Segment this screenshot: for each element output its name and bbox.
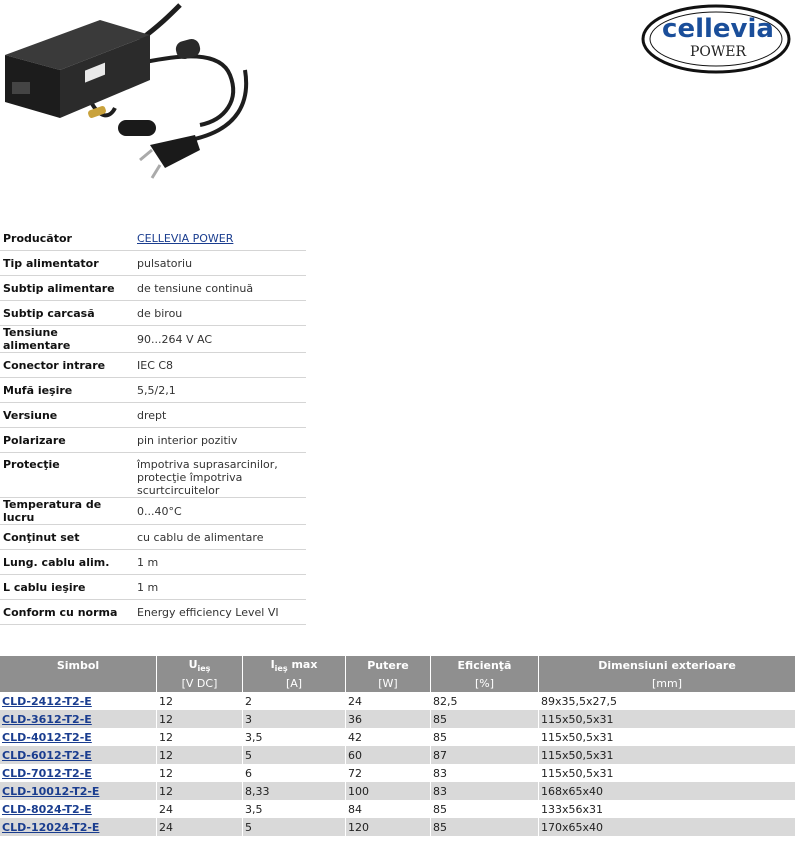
- spec-row: [0, 353, 306, 378]
- model-value-cell: 85: [431, 818, 539, 836]
- spec-value-text: 0...40°C: [137, 504, 182, 518]
- header-current: $I_{ieş}$ max: [243, 656, 346, 675]
- spec-key: Lung. cablu alim.: [0, 550, 131, 575]
- models-units-row: [0, 675, 796, 692]
- spec-key: Tip alimentator: [0, 251, 131, 276]
- model-row: [0, 764, 796, 782]
- product-image: [0, 0, 260, 190]
- spec-key: Conţinut set: [0, 525, 131, 550]
- spec-value-text: protecţie împotriva scurtcircuitelor: [137, 471, 243, 497]
- spec-value: [131, 326, 306, 353]
- model-value-cell: 12: [157, 764, 243, 782]
- spec-value-text: 90...264 V AC: [137, 332, 213, 346]
- model-value-cell: 42: [346, 728, 431, 746]
- models-header-row: [0, 656, 796, 675]
- model-value-cell: 170x65x40: [539, 818, 796, 836]
- header-symbol: Simbol: [0, 656, 157, 675]
- model-value-cell: 115x50,5x31: [539, 746, 796, 764]
- model-link[interactable]: CLD-12024-T2-E: [2, 820, 100, 834]
- spec-key: Mufă ieşire: [0, 378, 131, 403]
- model-link[interactable]: CLD-8024-T2-E: [2, 802, 92, 816]
- spec-value-text: 5,5/2,1: [137, 383, 176, 397]
- model-value-cell: 5: [243, 818, 346, 836]
- spec-row: [0, 428, 306, 453]
- specifications-table: [0, 226, 306, 625]
- header-dimensions: Dimensiuni exterioare: [539, 656, 796, 675]
- spec-value: [131, 428, 306, 453]
- spec-row: [0, 251, 306, 276]
- spec-key: Subtip alimentare: [0, 276, 131, 301]
- model-value-cell: 24: [157, 800, 243, 818]
- spec-value: [131, 575, 306, 600]
- model-link[interactable]: CLD-2412-T2-E: [2, 694, 92, 708]
- model-link[interactable]: CLD-3612-T2-E: [2, 712, 92, 726]
- spec-key: Tensiune alimentare: [0, 326, 131, 353]
- unit-cell: [W]: [346, 675, 431, 692]
- model-value-cell: 60: [346, 746, 431, 764]
- unit-cell: [A]: [243, 675, 346, 692]
- model-value-cell: 3: [243, 710, 346, 728]
- spec-value: [131, 251, 306, 276]
- model-row: [0, 782, 796, 800]
- model-value-cell: 3,5: [243, 728, 346, 746]
- svg-text:cellevia: cellevia: [662, 14, 774, 44]
- unit-cell: [%]: [431, 675, 539, 692]
- spec-row: [0, 453, 306, 498]
- model-value-cell: 82,5: [431, 692, 539, 710]
- spec-value[interactable]: [131, 226, 306, 251]
- spec-key: Conform cu norma: [0, 600, 131, 625]
- spec-value-text: pulsatoriu: [137, 256, 193, 270]
- model-value-cell: 100: [346, 782, 431, 800]
- spec-row: [0, 550, 306, 575]
- model-value-cell: 83: [431, 782, 539, 800]
- spec-row: [0, 575, 306, 600]
- spec-key: Producător: [0, 226, 131, 251]
- model-value-cell: 85: [431, 800, 539, 818]
- spec-key: Conector intrare: [0, 353, 131, 378]
- spec-value-text: drept: [137, 408, 167, 422]
- model-row: [0, 692, 796, 710]
- model-value-cell: 5: [243, 746, 346, 764]
- model-row: [0, 746, 796, 764]
- model-value-cell: 72: [346, 764, 431, 782]
- spec-value: [131, 353, 306, 378]
- spec-key: Subtip carcasă: [0, 301, 131, 326]
- spec-value: [131, 525, 306, 550]
- model-value-cell: 12: [157, 746, 243, 764]
- model-value-cell: 24: [157, 818, 243, 836]
- model-value-cell: 89x35,5x27,5: [539, 692, 796, 710]
- spec-row: [0, 600, 306, 625]
- model-value-cell: 24: [346, 692, 431, 710]
- spec-value: [131, 301, 306, 326]
- spec-key: Temperatura de lucru: [0, 498, 131, 525]
- spec-row: [0, 301, 306, 326]
- model-link[interactable]: CLD-7012-T2-E: [2, 766, 92, 780]
- spec-value-text: pin interior pozitiv: [137, 433, 238, 447]
- model-symbol-cell[interactable]: [0, 710, 157, 728]
- unit-cell: [0, 675, 157, 692]
- svg-text:POWER: POWER: [689, 44, 747, 60]
- model-link[interactable]: CLD-6012-T2-E: [2, 748, 92, 762]
- model-value-cell: 85: [431, 710, 539, 728]
- model-symbol-cell[interactable]: [0, 728, 157, 746]
- model-row: [0, 800, 796, 818]
- spec-value-text: de birou: [137, 306, 183, 320]
- spec-key: Versiune: [0, 403, 131, 428]
- spec-value-text: de tensiune continuă: [137, 281, 254, 295]
- model-link[interactable]: CLD-10012-T2-E: [2, 784, 100, 798]
- model-value-cell: 87: [431, 746, 539, 764]
- spec-value: [131, 378, 306, 403]
- spec-value: [131, 276, 306, 301]
- spec-value: [131, 600, 306, 625]
- models-table: [0, 656, 796, 836]
- cellevia-logo: [640, 3, 792, 75]
- spec-row: [0, 226, 306, 251]
- spec-row: [0, 498, 306, 525]
- model-value-cell: 12: [157, 728, 243, 746]
- header-efficiency: Eficienţă: [431, 656, 539, 675]
- spec-row: [0, 276, 306, 301]
- model-symbol-cell[interactable]: [0, 764, 157, 782]
- spec-row: [0, 378, 306, 403]
- header-voltage: $U_{ieş}$: [157, 656, 243, 675]
- model-value-cell: 6: [243, 764, 346, 782]
- model-symbol-cell[interactable]: [0, 746, 157, 764]
- spec-value-text: cu cablu de alimentare: [137, 530, 264, 544]
- spec-key: Protecţie: [0, 453, 131, 498]
- spec-value: [131, 498, 306, 525]
- spec-value: [131, 453, 306, 498]
- model-row: [0, 728, 796, 746]
- model-value-cell: 85: [431, 728, 539, 746]
- model-value-cell: 12: [157, 710, 243, 728]
- spec-key: Polarizare: [0, 428, 131, 453]
- model-symbol-cell[interactable]: [0, 692, 157, 710]
- spec-row: [0, 525, 306, 550]
- model-value-cell: 115x50,5x31: [539, 728, 796, 746]
- spec-value: [131, 403, 306, 428]
- model-value-cell: 8,33: [243, 782, 346, 800]
- spec-value-text: IEC C8: [137, 358, 174, 372]
- model-row: [0, 710, 796, 728]
- model-value-cell: 12: [157, 782, 243, 800]
- model-value-cell: 133x56x31: [539, 800, 796, 818]
- model-value-cell: 115x50,5x31: [539, 710, 796, 728]
- model-value-cell: 2: [243, 692, 346, 710]
- header-power: Putere: [346, 656, 431, 675]
- model-symbol-cell[interactable]: [0, 818, 157, 836]
- model-value-cell: 120: [346, 818, 431, 836]
- model-value-cell: 115x50,5x31: [539, 764, 796, 782]
- model-value-cell: 12: [157, 692, 243, 710]
- model-link[interactable]: CLD-4012-T2-E: [2, 730, 92, 744]
- manufacturer-link[interactable]: CELLEVIA POWER: [137, 231, 234, 245]
- model-value-cell: 168x65x40: [539, 782, 796, 800]
- unit-cell: [mm]: [539, 675, 796, 692]
- spec-value-text: 1 m: [137, 555, 159, 569]
- model-value-cell: 36: [346, 710, 431, 728]
- model-symbol-cell[interactable]: [0, 800, 157, 818]
- model-symbol-cell[interactable]: [0, 782, 157, 800]
- spec-row: [0, 326, 306, 353]
- model-value-cell: 3,5: [243, 800, 346, 818]
- model-value-cell: 84: [346, 800, 431, 818]
- unit-cell: [V DC]: [157, 675, 243, 692]
- spec-value-text: 1 m: [137, 580, 159, 594]
- spec-row: [0, 403, 306, 428]
- model-row: [0, 818, 796, 836]
- spec-value: [131, 550, 306, 575]
- model-value-cell: 83: [431, 764, 539, 782]
- spec-key: L cablu ieşire: [0, 575, 131, 600]
- spec-value-text: împotriva suprasarcinilor,: [137, 458, 278, 471]
- spec-value-text: Energy efficiency Level VI: [137, 605, 279, 619]
